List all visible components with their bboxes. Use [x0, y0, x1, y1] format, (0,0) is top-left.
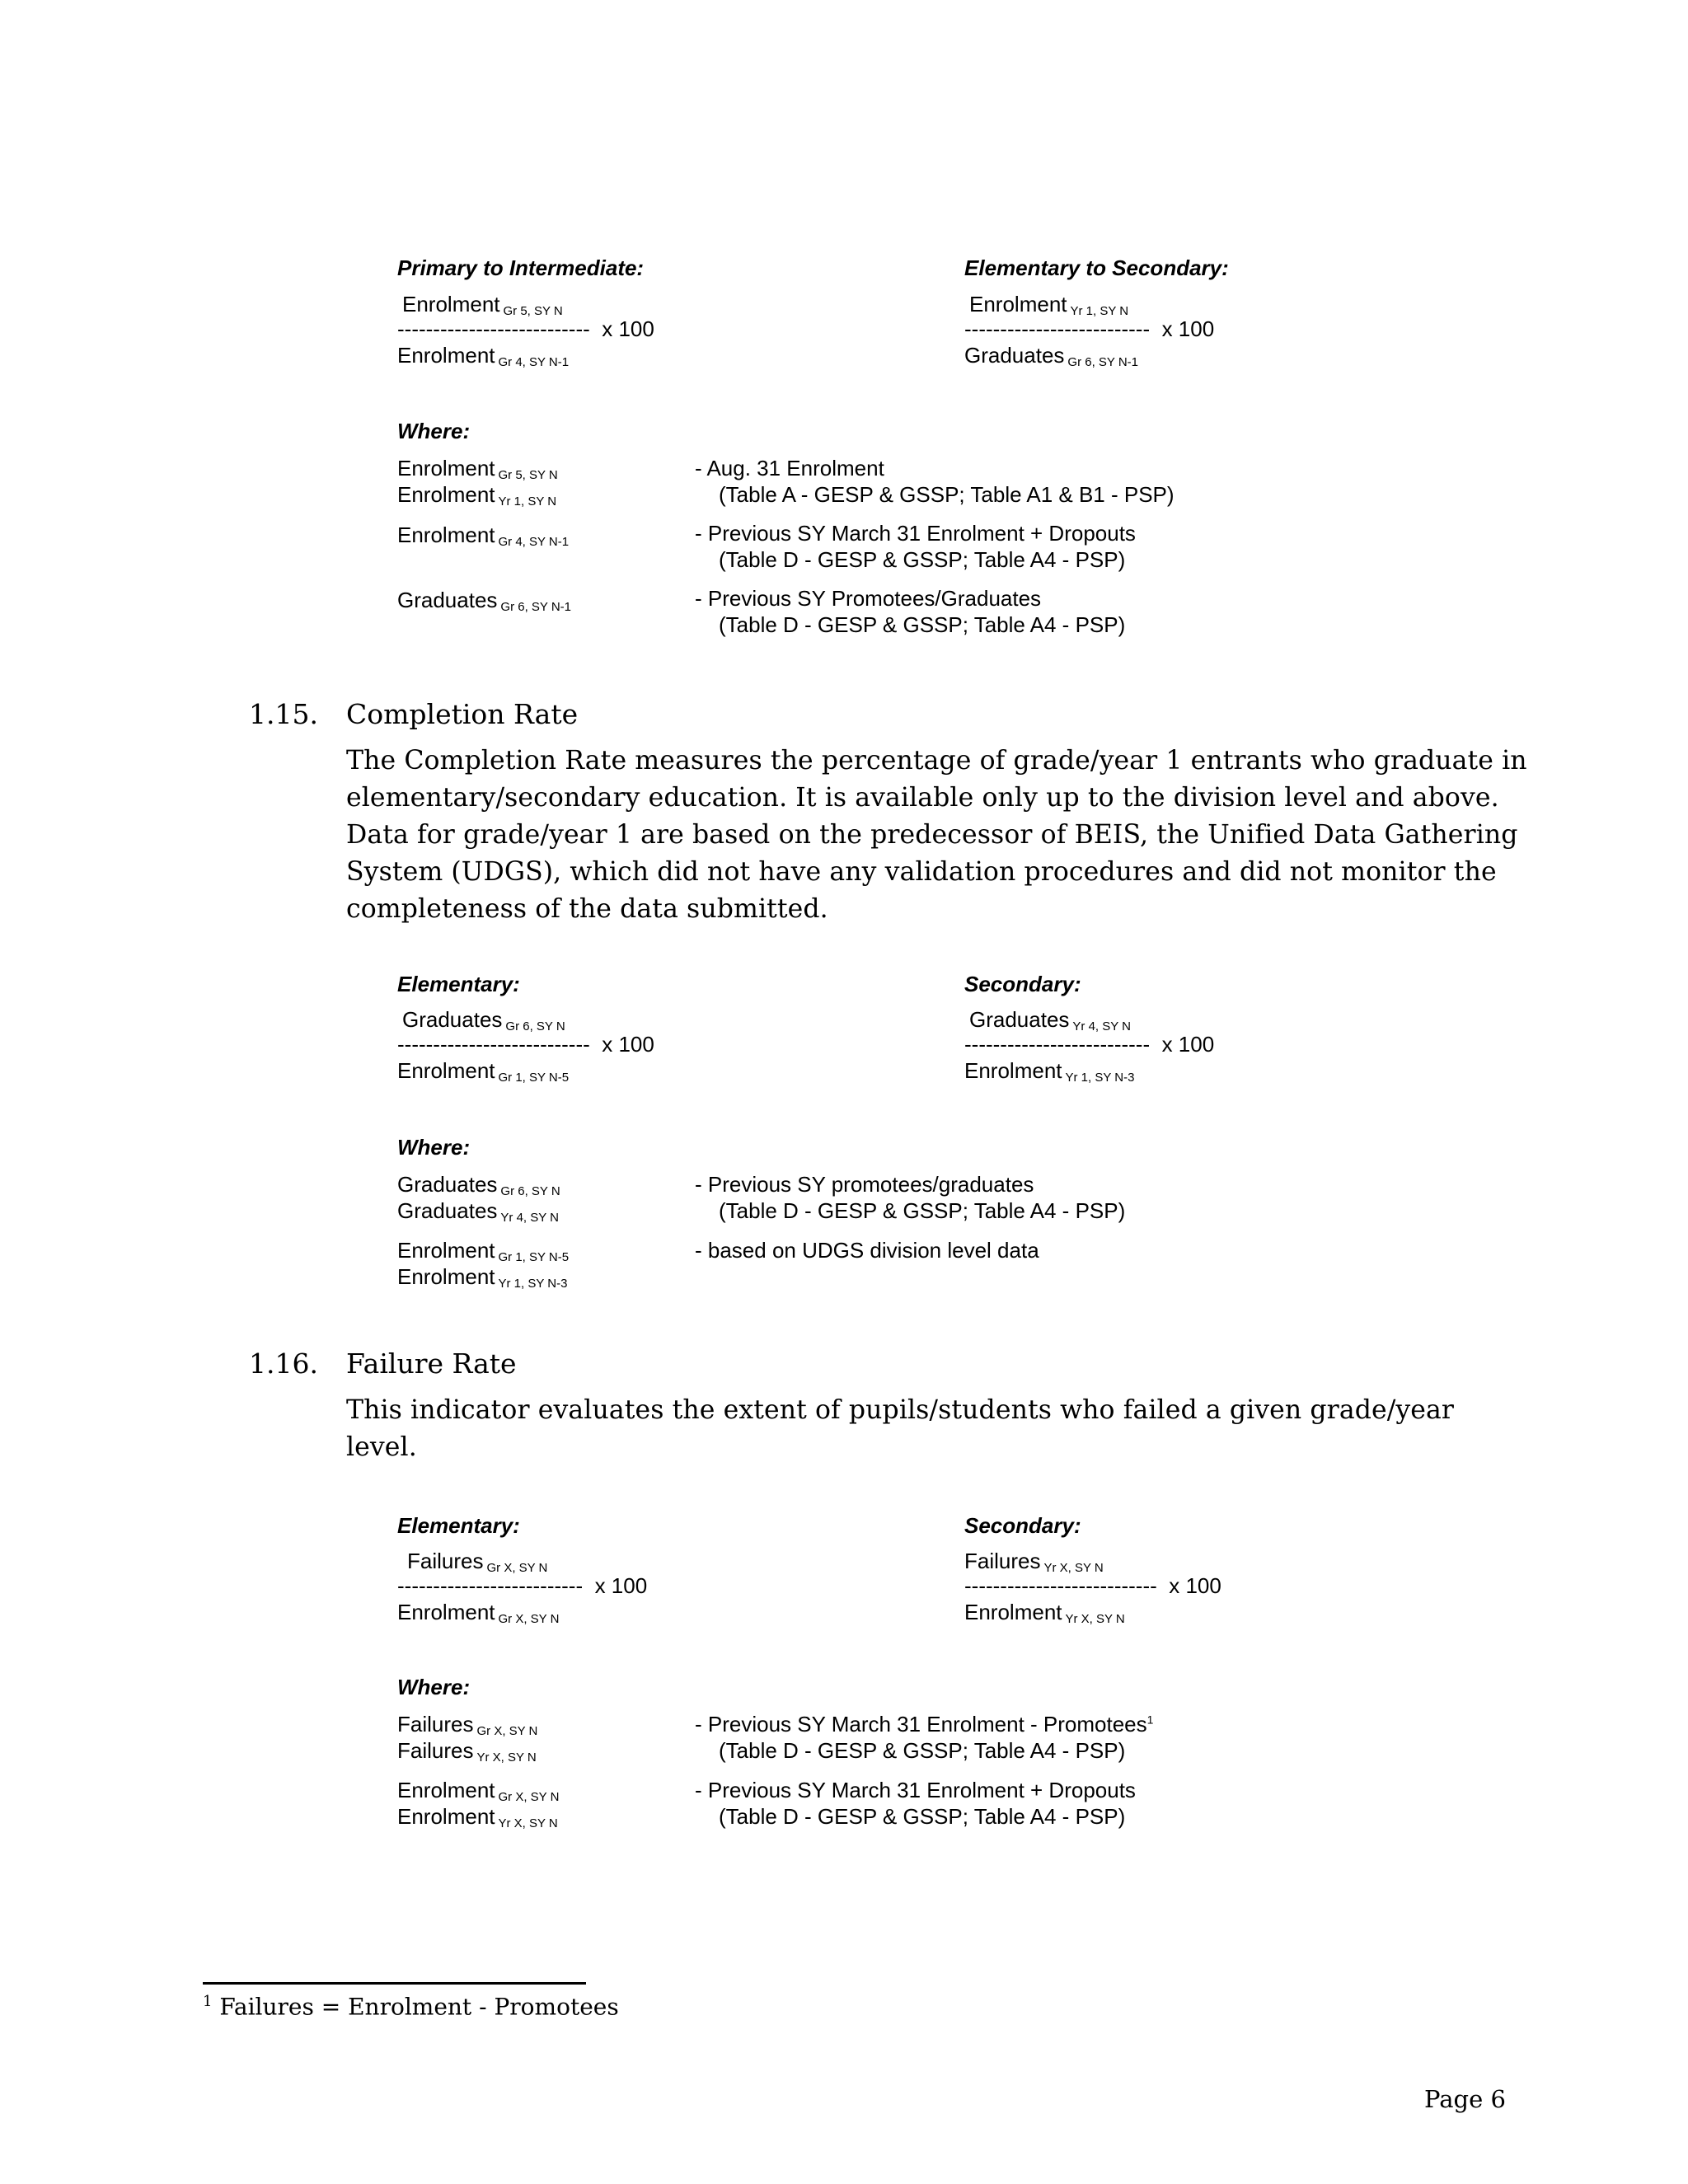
where-term: Enrolment Yr 1, SY N	[397, 482, 557, 509]
where-description-source: (Table D - GESP & GSSP; Table A4 - PSP)	[719, 1198, 1126, 1223]
where-term: Graduates Gr 6, SY N-1	[397, 588, 571, 614]
paragraph-line: level.	[346, 1432, 417, 1462]
paragraph-line: This indicator evaluates the extent of pupils/students who failed a given grade/year	[346, 1395, 1455, 1425]
formula-title: Secondary:	[964, 1513, 1081, 1538]
where-description-source: (Table A - GESP & GSSP; Table A1 & B1 - PSP)	[719, 482, 1175, 507]
where-term: Graduates Gr 6, SY N	[397, 1172, 560, 1198]
section-number: 1.16.	[249, 1347, 318, 1380]
formula-title: Elementary:	[397, 972, 520, 996]
section-title: Completion Rate	[346, 698, 579, 730]
where-term: Enrolment Gr 1, SY N-5	[397, 1238, 570, 1264]
formula-numerator: Graduates Yr 4, SY N	[969, 1007, 1131, 1033]
formula-fraction-bar: -------------------------- x 100	[397, 1573, 648, 1598]
where-label: Where:	[397, 1675, 471, 1699]
where-description: - Aug. 31 Enrolment	[695, 456, 884, 480]
where-description: - Previous SY March 31 Enrolment - Promotees$^1$	[695, 1712, 1154, 1736]
paragraph-line: The Completion Rate measures the percentage of grade/year 1 entrants who graduate in	[346, 746, 1527, 776]
section-paragraph	[346, 743, 1527, 928]
paragraph-line: completeness of the data submitted.	[346, 894, 828, 924]
where-term: Failures Gr X, SY N	[397, 1712, 538, 1738]
formula-fraction-bar: -------------------------- x 100	[964, 1032, 1215, 1057]
where-label: Where:	[397, 419, 471, 443]
where-term: Enrolment Gr 5, SY N	[397, 456, 558, 482]
formula-denominator: Enrolment Gr 1, SY N-5	[397, 1058, 570, 1085]
where-term: Enrolment Gr X, SY N	[397, 1778, 560, 1804]
footnote: $^1$ Failures = Enrolment - Promotees	[203, 1993, 619, 2021]
page-number: Page 6	[1424, 2085, 1506, 2113]
formula-denominator: Enrolment Yr X, SY N	[964, 1600, 1125, 1626]
where-description-source: (Table D - GESP & GSSP; Table A4 - PSP)	[719, 1804, 1126, 1829]
where-description: - Previous SY March 31 Enrolment + Dropouts	[695, 521, 1136, 546]
where-term: Enrolment Gr 4, SY N-1	[397, 523, 570, 549]
formula-fraction-bar: -------------------------- x 100	[964, 316, 1215, 341]
footnote-reference: 1	[1146, 1713, 1154, 1727]
where-term: Failures Yr X, SY N	[397, 1738, 537, 1765]
section-paragraph	[346, 1392, 1517, 1466]
formula-numerator: Enrolment Gr 5, SY N	[402, 292, 563, 318]
where-description: - based on UDGS division level data	[695, 1238, 1039, 1263]
where-description: - Previous SY promotees/graduates	[695, 1172, 1034, 1197]
formula-fraction-bar: --------------------------- x 100	[964, 1573, 1221, 1598]
formula-title: Elementary to Secondary:	[964, 255, 1229, 280]
footnote-marker: 1	[203, 1993, 213, 2010]
where-term: Graduates Yr 4, SY N	[397, 1198, 559, 1225]
formula-denominator: Enrolment Yr 1, SY N-3	[964, 1058, 1135, 1085]
formula-title: Elementary:	[397, 1513, 520, 1538]
formula-title: Secondary:	[964, 972, 1081, 996]
section-title: Failure Rate	[346, 1347, 517, 1380]
paragraph-line: System (UDGS), which did not have any validation procedures and did not monitor the	[346, 857, 1497, 887]
formula-fraction-bar: --------------------------- x 100	[397, 1032, 654, 1057]
formula-numerator: Failures Yr X, SY N	[964, 1549, 1104, 1575]
formula-fraction-bar: --------------------------- x 100	[397, 316, 654, 341]
formula-numerator: Graduates Gr 6, SY N	[402, 1007, 565, 1033]
formula-denominator: Enrolment Gr 4, SY N-1	[397, 343, 570, 369]
paragraph-line: Data for grade/year 1 are based on the predecessor of BEIS, the Unified Data Gathering	[346, 820, 1518, 850]
formula-numerator: Enrolment Yr 1, SY N	[969, 292, 1129, 318]
formula-denominator: Enrolment Gr X, SY N	[397, 1600, 560, 1626]
formula-denominator: Graduates Gr 6, SY N-1	[964, 343, 1138, 369]
where-description-source: (Table D - GESP & GSSP; Table A4 - PSP)	[719, 547, 1126, 572]
where-term: Enrolment Yr 1, SY N-3	[397, 1264, 568, 1291]
where-description-source: (Table D - GESP & GSSP; Table A4 - PSP)	[719, 1738, 1126, 1763]
footnote-divider	[203, 1982, 586, 1985]
paragraph-line: elementary/secondary education. It is available only up to the division level and above.	[346, 783, 1499, 813]
formula-numerator: Failures Gr X, SY N	[407, 1549, 548, 1575]
section-number: 1.15.	[249, 698, 318, 730]
where-label: Where:	[397, 1135, 471, 1160]
where-description: - Previous SY Promotees/Graduates	[695, 586, 1042, 611]
where-term: Enrolment Yr X, SY N	[397, 1804, 558, 1830]
where-description-source: (Table D - GESP & GSSP; Table A4 - PSP)	[719, 612, 1126, 637]
where-description: - Previous SY March 31 Enrolment + Dropouts	[695, 1778, 1136, 1802]
formula-title: Primary to Intermediate:	[397, 255, 645, 280]
